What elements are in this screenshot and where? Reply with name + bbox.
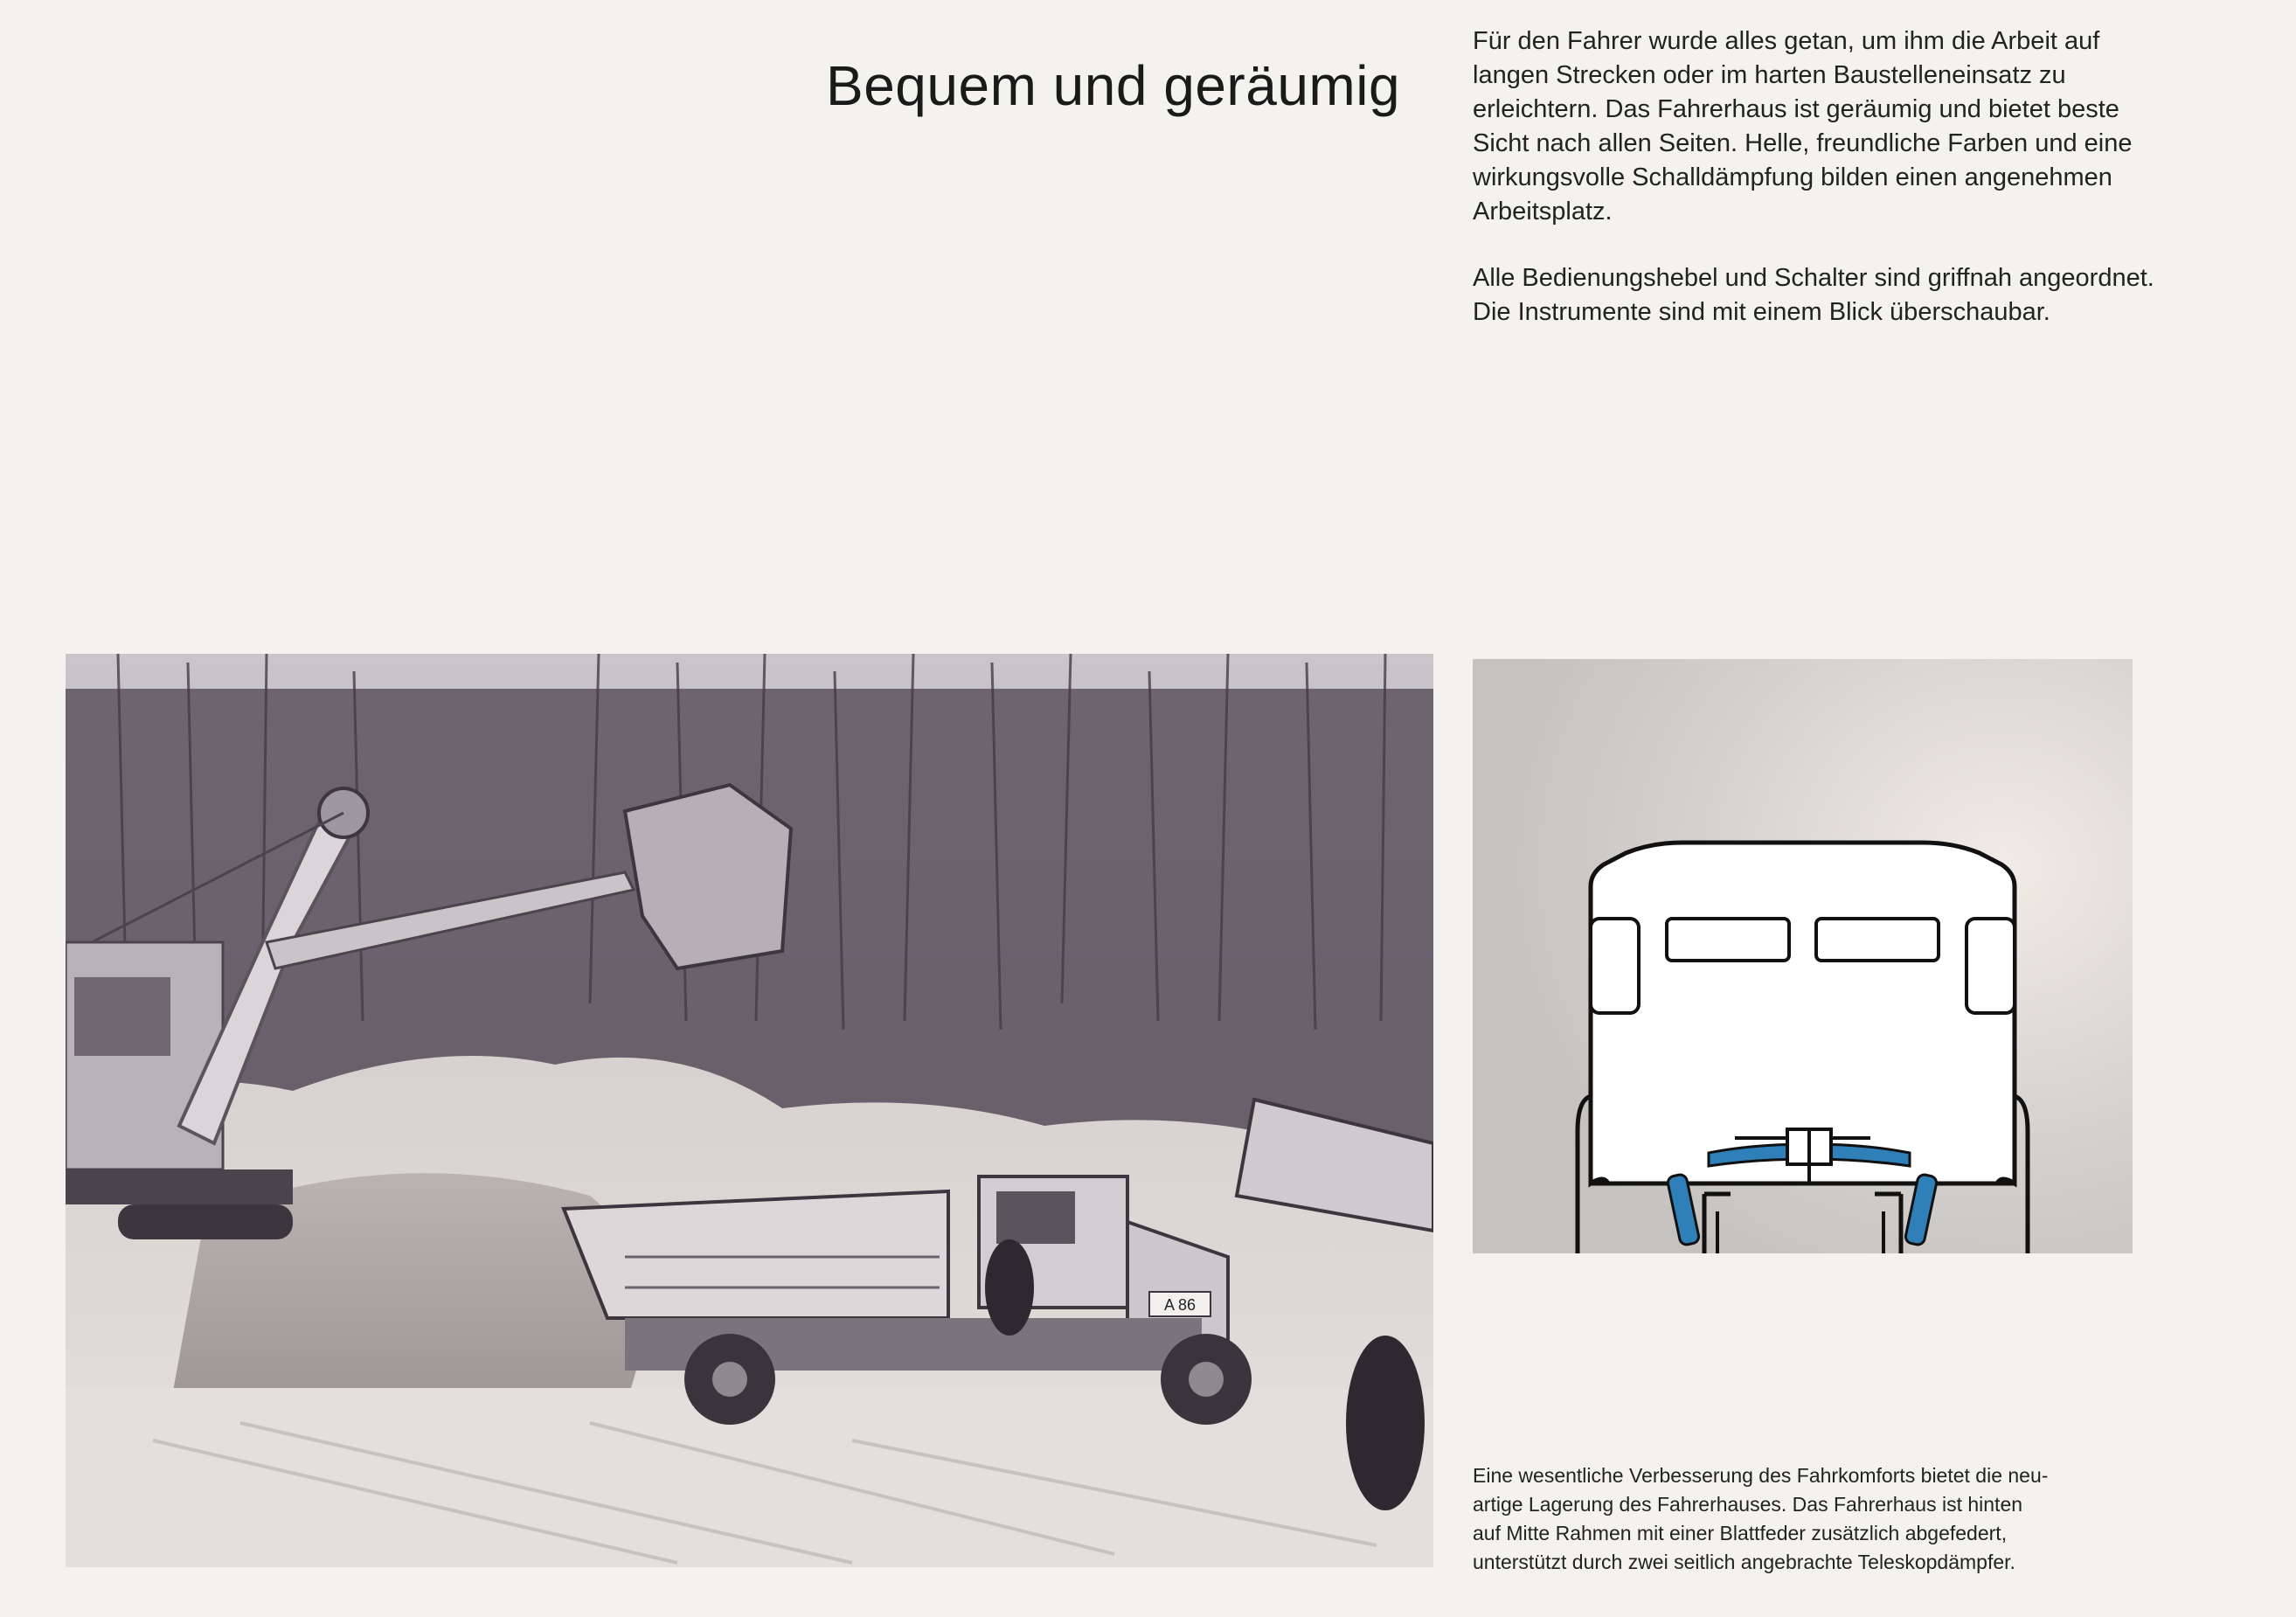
intro-paragraph-1: Für den Fahrer wurde alles getan, um ihm die Arbeit auf langen Strecken oder im harten Baustelleneinsatz zu erleichtern. Das Fahrerhaus ist geräumig und bietet beste Sicht nach allen Seiten. Helle, freundliche Farben und eine wirkungsvolle Schalldämpfung bilden einen angenehmen Arbeitsplatz. [1473,27,2133,226]
excavator-truck-photo [66,654,1433,1567]
diagram-caption [1473,1461,2137,1577]
license-plate-text: A 86 [1163,1296,1197,1314]
caption-line-2: artige Lagerung des Fahrerhauses. Das Fahrerhaus ist hinten [1473,1493,2023,1516]
diagram-illustration [1473,659,2133,1253]
intro-text [1473,24,2154,362]
rear-window-left [1667,919,1789,961]
photo-illustration [66,654,1433,1567]
left-window [1591,919,1639,1013]
caption-line-3: auf Mitte Rahmen mit einer Blattfeder zusätzlich abgefedert, [1473,1522,2008,1544]
rear-window-right [1816,919,1939,961]
right-window [1967,919,2015,1013]
cab-suspension-diagram [1473,659,2133,1253]
intro-paragraph-2: Alle Bedienungshebel und Schalter sind griffnah angeordnet. Die Instrumente sind mit einem Blick überschaubar. [1473,264,2154,326]
caption-line-4: unterstützt durch zwei seitlich angebrachte Teleskopdämpfer. [1473,1551,2015,1573]
caption-line-1: Eine wesentliche Verbesserung des Fahrkomforts bietet die neu- [1473,1464,2049,1487]
page-heading: Bequem und geräumig [826,53,1401,117]
